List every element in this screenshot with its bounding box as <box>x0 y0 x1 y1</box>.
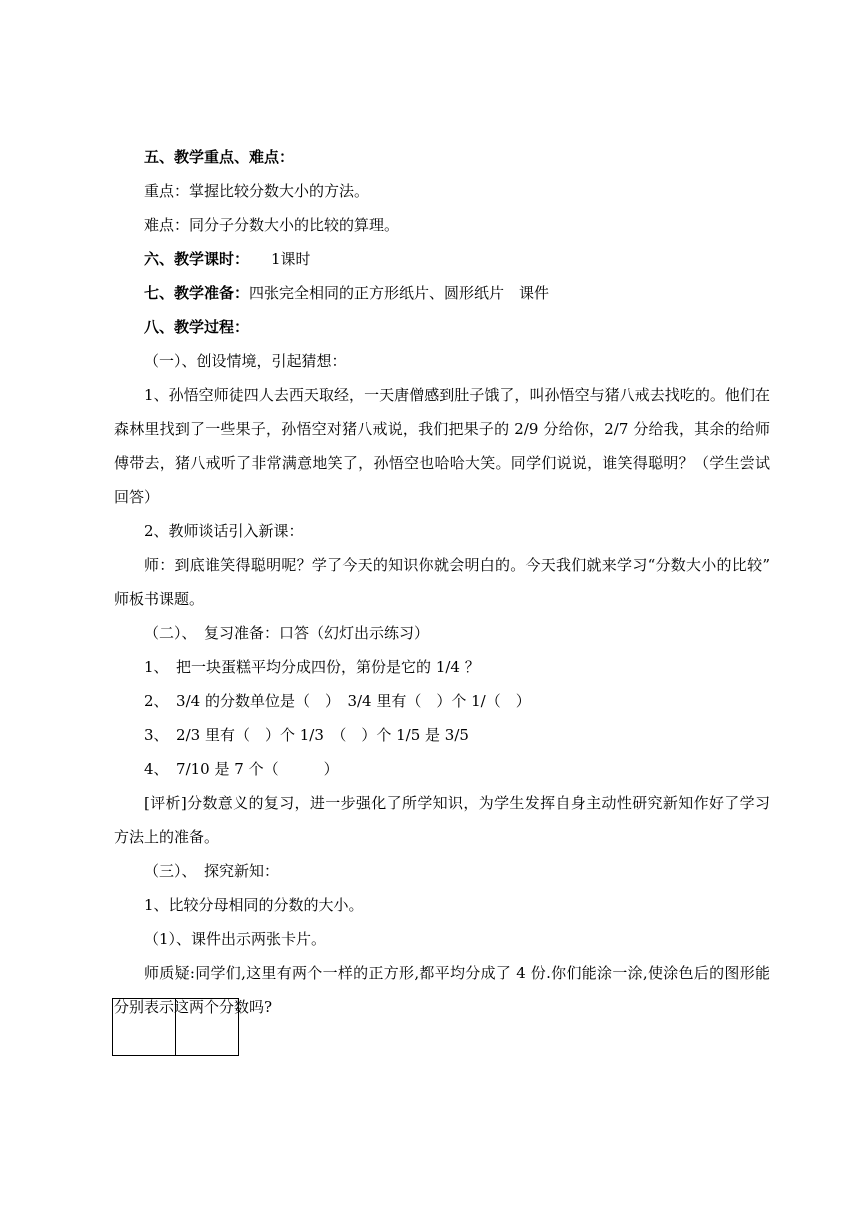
preparation-value: 四张完全相同的正方形纸片、圆形纸片 课件 <box>249 284 550 302</box>
document-body <box>114 140 770 1024</box>
compare-heading: 1、比较分母相同的分数的大小。 <box>144 896 364 914</box>
review-question-3: 3、 2/3 里有（ ）个 1/3 （ ）个 1/5 是 3/5 <box>144 726 469 744</box>
comment-paragraph: [评析]分数意义的复习，进一步强化了所学知识，为学生发挥自身主动性研究新知作好了学习方法上的准备。 <box>114 794 770 846</box>
section-preparation <box>114 276 770 310</box>
section-heading-preparation: 七、教学准备： <box>144 284 250 302</box>
intro-heading: 2、教师谈话引入新课： <box>144 522 304 540</box>
step-two-heading: （二）、 复习准备：口答（幻灯出示练习） <box>144 624 430 642</box>
section-heading-key-points: 五、教学重点、难点： <box>144 148 295 166</box>
square-card-left <box>113 999 175 1055</box>
square-card-right <box>175 999 238 1055</box>
step-three-heading: （三）、 探究新知： <box>144 862 280 880</box>
section-heading-process: 八、教学过程： <box>144 318 250 336</box>
section-heading-class-hours: 六、教学课时： <box>144 250 250 268</box>
class-hours-value: 1课时 <box>271 250 311 268</box>
step-one-heading: （一）、创设情境，引起猜想： <box>144 352 347 370</box>
key-point-text: 重点：掌握比较分数大小的方法。 <box>144 182 370 200</box>
square-cards-diagram <box>112 998 239 1056</box>
review-question-1: 1、 把一块蛋糕平均分成四份，第份是它的 1/4 ？ <box>144 658 480 676</box>
section-class-hours <box>114 242 770 276</box>
story-paragraph: 1、孙悟空师徒四人去西天取经，一天唐僧感到肚子饿了，叫孙悟空与猪八戒去找吃的。他们在森林里找到了一些果子，孙悟空对猪八戒说，我们把果子的 2/9 分给你，2/7 分给我，其余的给师傅带去，猪八戒听了非常满意地笑了，孙悟空也哈哈大笑。同学们说说，谁笑得聪明？（学生尝试回答） <box>114 386 770 506</box>
review-question-4: 4、 7/10 是 7 个（ ） <box>144 760 339 778</box>
review-question-2: 2、 3/4 的分数单位是（ ） 3/4 里有（ ）个 1/（ ） <box>144 692 531 710</box>
cards-heading: （1）、课件出示两张卡片。 <box>144 930 327 948</box>
teacher-question-paragraph: 师质疑:同学们,这里有两个一样的正方形,都平均分成了 4 份.你们能涂一涂,使涂色后的图形能分别表示这两个分数吗? <box>114 964 770 1016</box>
difficult-point-text: 难点：同分子分数大小的比较的算理。 <box>144 216 400 234</box>
teacher-talk-paragraph: 师：到底谁笑得聪明呢？学了今天的知识你就会明白的。今天我们就来学习“分数大小的比较” 师板书课题。 <box>114 556 770 608</box>
